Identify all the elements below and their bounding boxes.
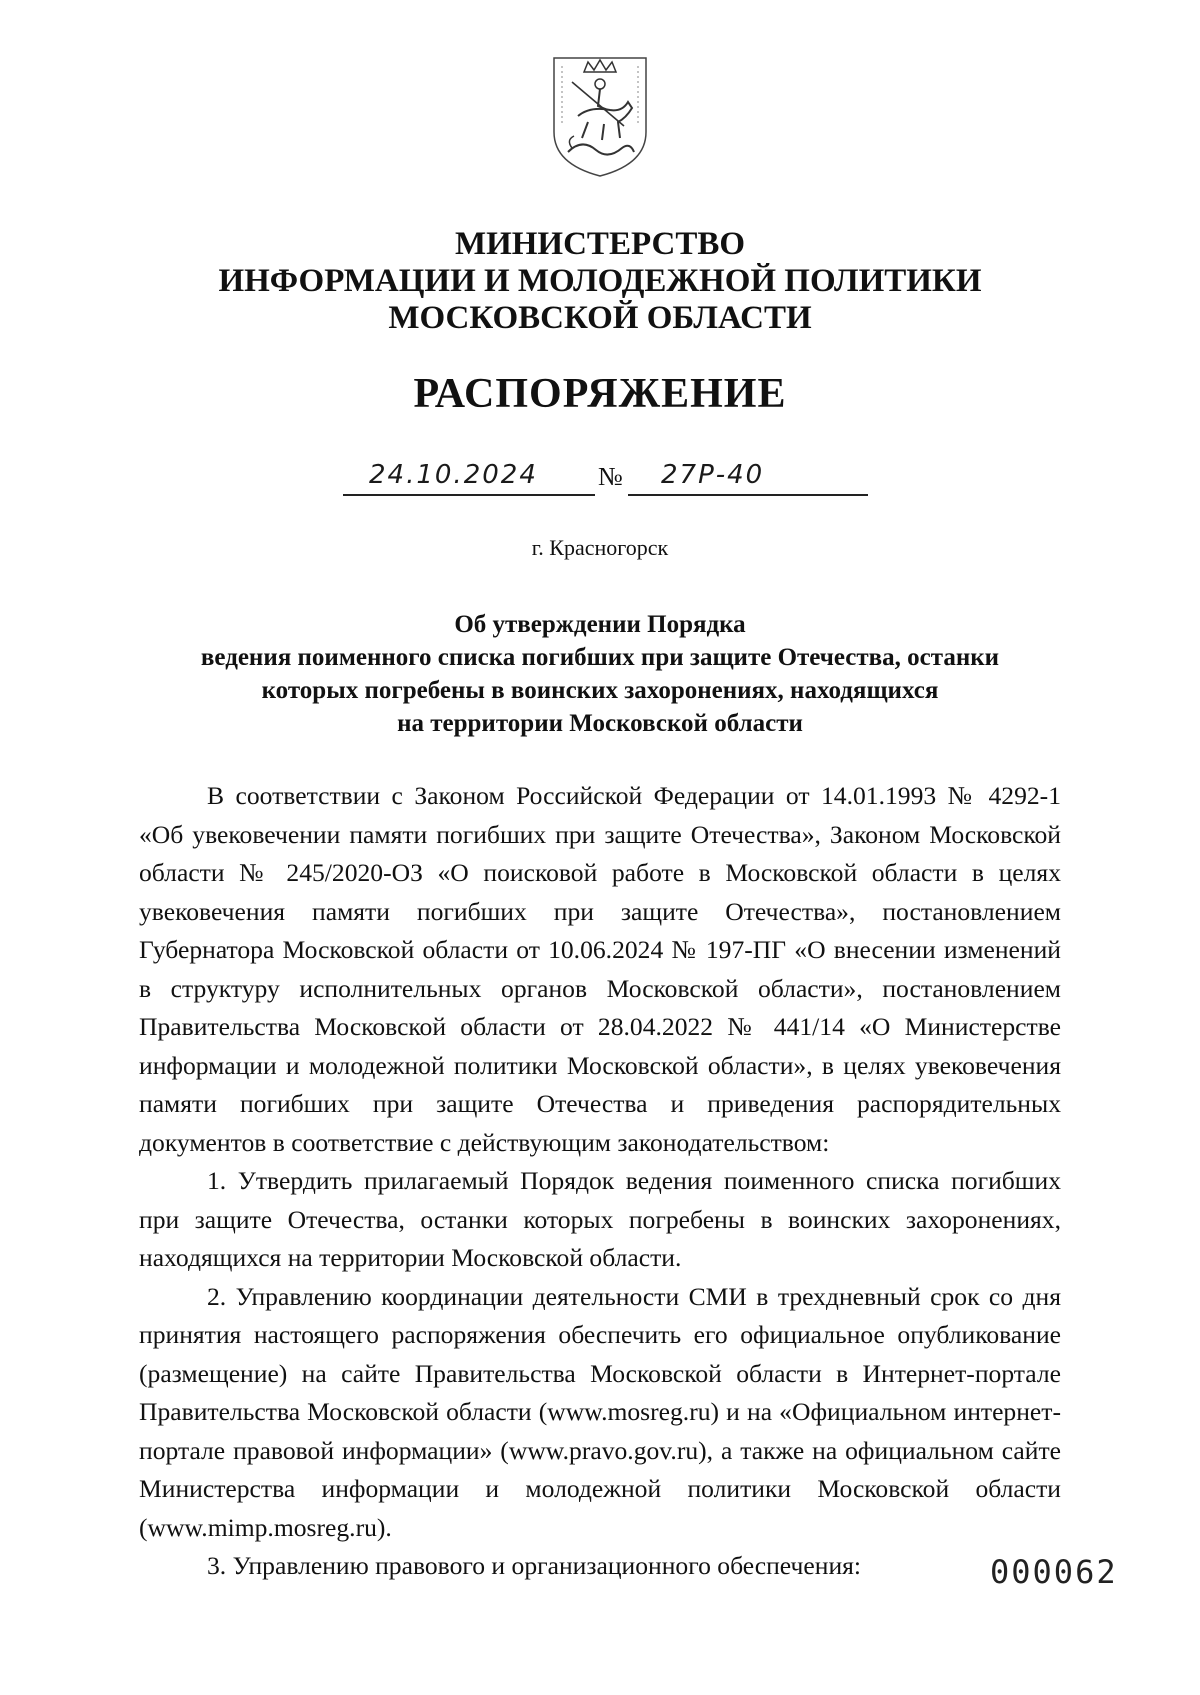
paragraph-preamble: В соответствии с Законом Российской Федерации от 14.01.1993 № 4292-1 «Об увековечении памяти погибших при защите Отечества», Законом Московской области № 245/2020-ОЗ «О поисковой работе в Московской области в целях увековечения памяти погибших при защите Отечества», постановлением Губернатора Московской области от 10.06.2024 № 197-ПГ «О внесении изменений в структуру исполнительных органов Московской области», постановлением Правительства Московской области от 28.04.2022 № 441/14 «О Министерстве информации и молодежной политики Московской области», в целях увековечения памяти погибших при защите Отечества и приведения распорядительных документов в соответствие с действующим законодательством:	[139, 781, 1061, 1157]
paragraph-item-1: 1. Утвердить прилагаемый Порядок ведения поименного списка погибших при защите Отечества, останки которых погребены в воинских захоронениях, находящихся на территории Московской области.	[139, 1166, 1061, 1272]
subject-line-3: которых погребены в воинских захоронениях, находящихся	[261, 677, 939, 704]
subject-line-1: Об утверждении Порядка	[454, 611, 746, 638]
date-underline	[343, 494, 595, 496]
number-label: №	[598, 462, 623, 491]
document-body	[139, 777, 1061, 1586]
ministry-line-1: МИНИСТЕРСТВО	[454, 226, 746, 262]
paragraph-item-3: 3. Управлению правового и организационного обеспечения:	[207, 1551, 862, 1580]
ministry-line-3: МОСКОВСКОЙ ОБЛАСТИ	[388, 300, 812, 336]
ministry-line-2: ИНФОРМАЦИИ И МОЛОДЕЖНОЙ ПОЛИТИКИ	[218, 263, 982, 299]
registration-row	[343, 458, 868, 498]
ministry-name	[0, 226, 1200, 337]
subject	[150, 608, 1050, 740]
page-number: 000062	[990, 1553, 1118, 1591]
number-underline	[628, 494, 868, 496]
document-type: РАСПОРЯЖЕНИЕ	[413, 371, 787, 417]
order-date: 24.10.2024	[369, 460, 538, 490]
city: г. Красногорск	[531, 535, 669, 560]
paragraph-item-2: 2. Управлению координации деятельности СМИ в трехдневный срок со дня принятия настоящего распоряжения обеспечить его официальное опубликование (размещение) на сайте Правительства Московской области в Интернет-портале Правительства Московской области (www.mosreg.ru) и на «Официальном интернет-портале правовой информации» (www.pravo.gov.ru), а также на официальном сайте Министерства информации и молодежной политики Московской области (www.mimp.mosreg.ru).	[139, 1281, 1061, 1542]
subject-line-2: ведения поименного списка погибших при защите Отечества, останки	[200, 644, 1000, 671]
coat-of-arms-icon	[548, 52, 652, 180]
subject-line-4: на территории Московской области	[397, 710, 803, 737]
order-number: 27Р-40	[661, 460, 765, 490]
